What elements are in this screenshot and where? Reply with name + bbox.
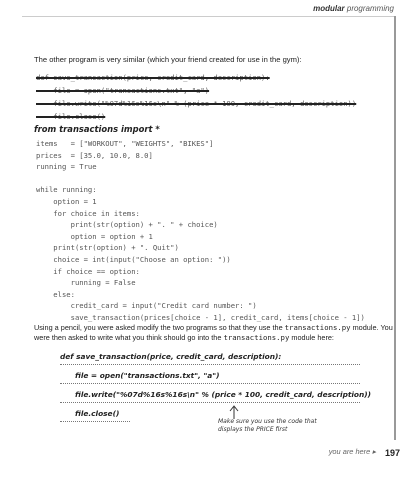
you-are-here: you are here ▸: [328, 447, 376, 456]
dotted-line: [60, 421, 130, 422]
code-line: running = True: [36, 162, 97, 172]
page-number: 197: [384, 448, 400, 458]
module-name: transactions.py: [284, 323, 351, 332]
para-text: module. You were then asked to write what you think should go into the: [34, 323, 393, 342]
intro-text: The other program is very similar (which your friend created for use in the gym):: [34, 55, 302, 64]
code-line: if choice == option:: [36, 266, 140, 276]
code-line: print(str(option) + ". Quit"): [36, 243, 179, 253]
code-line: credit_card = input("Credit card number: "): [36, 301, 257, 311]
annotation-line: displays the PRICE first: [218, 426, 288, 433]
handwritten-import: from transactions import *: [34, 124, 160, 134]
code-line: choice = int(input("Choose an option: ")): [36, 255, 231, 264]
struck-code-line: def save_transaction(price, credit_card, description):: [36, 73, 270, 82]
answer-line: file.close(): [75, 409, 120, 418]
para-text: module here:: [289, 333, 334, 342]
para-text: Using a pencil, you were asked modify the two programs so that they use the: [34, 323, 285, 332]
code-line: option = option + 1: [36, 231, 153, 241]
struck-code-line: file = open("transactions.txt", "a"): [36, 86, 210, 95]
struck-code-line: file.write("%07d%16s%16s\n" % (price * 100, credit_card, description)): [36, 99, 357, 108]
dotted-line: [60, 402, 360, 403]
annotation-note: [218, 418, 317, 434]
instruction-paragraph: [34, 323, 399, 343]
struck-code-line: file.close(): [36, 112, 106, 121]
code-line: while running:: [36, 185, 97, 195]
dotted-line: [60, 383, 360, 384]
header-title-bold: modular: [313, 4, 345, 13]
code-line: option = 1: [36, 197, 97, 206]
answer-line: def save_transaction(price, credit_card, description):: [60, 352, 282, 361]
code-line: running = False: [36, 278, 136, 288]
code-line: for choice in items:: [36, 208, 140, 218]
code-line: print(str(option) + ". " + choice): [36, 220, 218, 230]
code-line: save_transaction(prices[choice - 1], credit_card, items[choice - 1]): [36, 313, 365, 322]
page-header: [313, 4, 394, 13]
code-line: items = ["WORKOUT", "WEIGHTS", "BIKES"]: [36, 139, 214, 148]
module-name: transactions.py: [223, 333, 290, 342]
answer-line: file = open("transactions.txt", "a"): [75, 371, 220, 380]
annotation-line: Make sure you use the code that: [218, 418, 317, 425]
code-line: prices = [35.0, 10.0, 8.0]: [36, 150, 153, 160]
code-line: else:: [36, 289, 75, 299]
header-title-rest: programming: [344, 4, 394, 13]
answer-line: file.write("%07d%16s%16s\n" % (price * 100, credit_card, description)): [75, 390, 372, 399]
dotted-line: [60, 364, 360, 365]
